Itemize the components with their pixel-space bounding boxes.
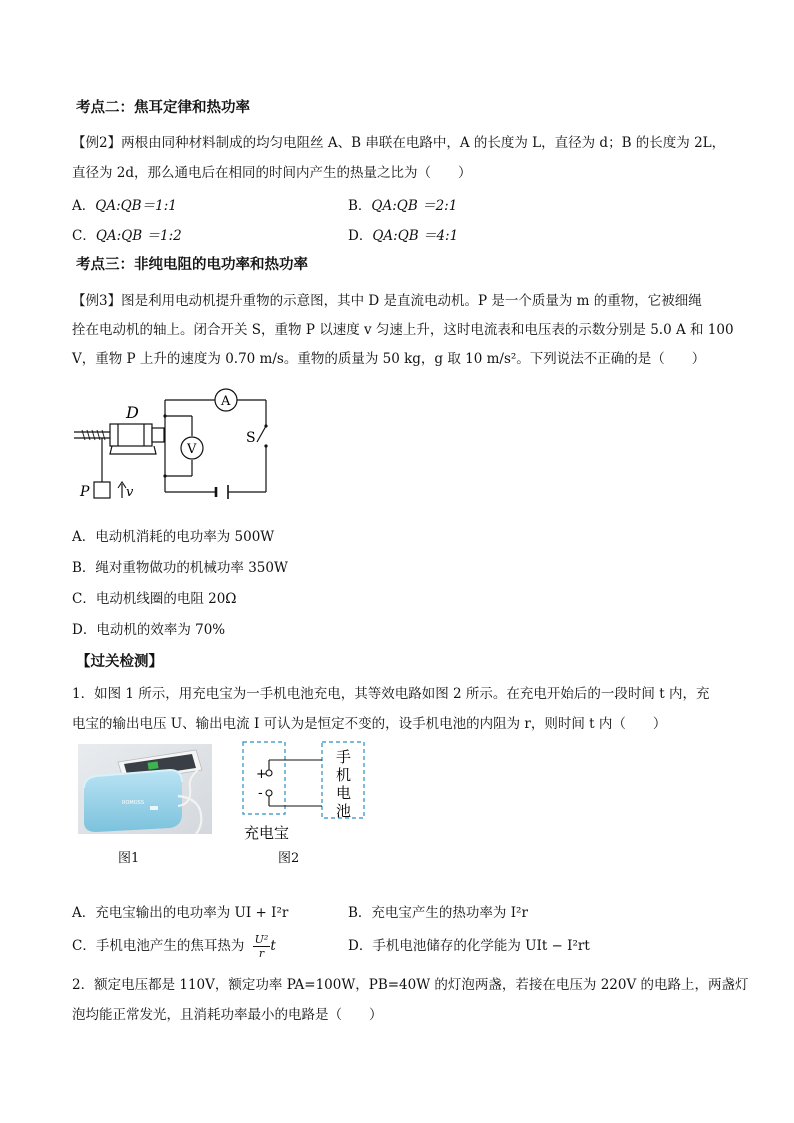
fig2-box-char-2: 机 — [336, 766, 352, 784]
fig1-caption: 图1 — [118, 851, 140, 866]
ex3-option-a: A．电动机消耗的电功率为 500W — [72, 529, 275, 545]
example3-text1: 图是利用电动机提升重物的示意图，其中 D 是直流电动机。P 是一个质量为 m 的重物，它被细绳 — [121, 293, 702, 309]
powerbank-photo — [78, 744, 212, 834]
motor-circuit-figure — [70, 386, 285, 510]
ex3-option-d: D．电动机的效率为 70% — [72, 622, 226, 638]
fig2-box-char-1: 手 — [336, 748, 352, 766]
example2-line2: 直径为 2d，那么通电后在相同的时间内产生的热量之比为（ ） — [72, 165, 472, 181]
example3-line2: 拴在电动机的轴上。闭合开关 S，重物 P 以速度 v 匀速上升，这时电流表和电压表的示数分别是 5.0 A 和 100 — [72, 322, 734, 338]
q1-option-c — [72, 933, 276, 960]
fig2-plus: + — [256, 767, 267, 782]
example2-line1 — [72, 130, 725, 156]
ex3-option-b: B．绳对重物做功的机械功率 350W — [72, 560, 288, 576]
option-b: B．QA:QB ＝2:1 — [348, 198, 458, 214]
powerbank-phone-image — [78, 744, 212, 834]
q1-line1: 1．如图 1 所示，用充电宝为一手机电池充电，其等效电路如图 2 所示。在充电开始后的一段时间 t 内，充 — [72, 686, 710, 702]
q1-line2: 电宝的输出电压 U、输出电流 I 可认为是恒定不变的，设手机电池的内阻为 r，则时间 t 内（ ） — [72, 716, 667, 732]
option-d: D．QA:QB ＝4:1 — [348, 228, 459, 244]
voltmeter-label: V — [187, 442, 197, 457]
fig2-source-label: 充电宝 — [244, 824, 290, 842]
example2-tag: 【例2】 — [72, 135, 122, 151]
example3-line3: V，重物 P 上升的速度为 0.70 m/s。重物的质量为 50 kg，g 取 10 m/s²。下列说法不正确的是（ ） — [72, 351, 706, 367]
section3-heading: 考点三：非纯电阻的电功率和热功率 — [76, 257, 308, 273]
q1-option-d: D．手机电池储存的化学能为 UIt − I²rt — [348, 938, 590, 954]
ex3-option-c: C．电动机线圈的电阻 20Ω — [72, 591, 237, 607]
option-a: A．QA:QB＝1:1 — [72, 198, 177, 214]
fig2-caption: 图2 — [278, 851, 300, 866]
velocity-label: v — [126, 485, 134, 500]
q2-line2: 泡均能正常发光，且消耗功率最小的电路是（ ） — [72, 1007, 383, 1023]
fraction-denominator: r — [258, 947, 265, 960]
ammeter-label: A — [221, 394, 231, 409]
q1-option-c-text: C．手机电池产生的焦耳热为 — [72, 938, 245, 954]
example2-text1: 两根由同种材料制成的均匀电阻丝 A、B 串联在电路中，A 的长度为 L，直径为 d；B 的长度为 2L， — [121, 135, 726, 151]
fig2-box-char-4: 池 — [336, 802, 352, 820]
q1-option-c-fraction — [253, 933, 271, 960]
fig2-minus: - — [258, 786, 263, 801]
check-heading: 【过关检测】 — [76, 654, 163, 670]
q1-option-a: A．充电宝输出的电功率为 UI + I²r — [72, 905, 289, 921]
section2-heading: 考点二：焦耳定律和热功率 — [76, 100, 250, 116]
switch-label: S — [246, 430, 256, 446]
fraction-tail: t — [270, 938, 276, 954]
svg-text:ROMOSS: ROMOSS — [122, 800, 145, 806]
option-c: C．QA:QB ＝1:2 — [72, 228, 182, 244]
q1-option-b: B．充电宝产生的热功率为 I²r — [348, 905, 528, 921]
example3-line1 — [72, 288, 702, 314]
weight-label: P — [80, 484, 90, 500]
fig2-box-char-3: 电 — [336, 784, 352, 802]
q2-line1: 2．额定电压都是 110V，额定功率 PA=100W，PB=40W 的灯泡两盏，若接在电压为 220V 的电路上，两盏灯 — [72, 977, 749, 993]
fig2-circuit — [240, 740, 370, 844]
fraction-numerator: U² — [254, 933, 269, 946]
motor-label: D — [126, 403, 139, 422]
example3-tag: 【例3】 — [72, 293, 122, 309]
